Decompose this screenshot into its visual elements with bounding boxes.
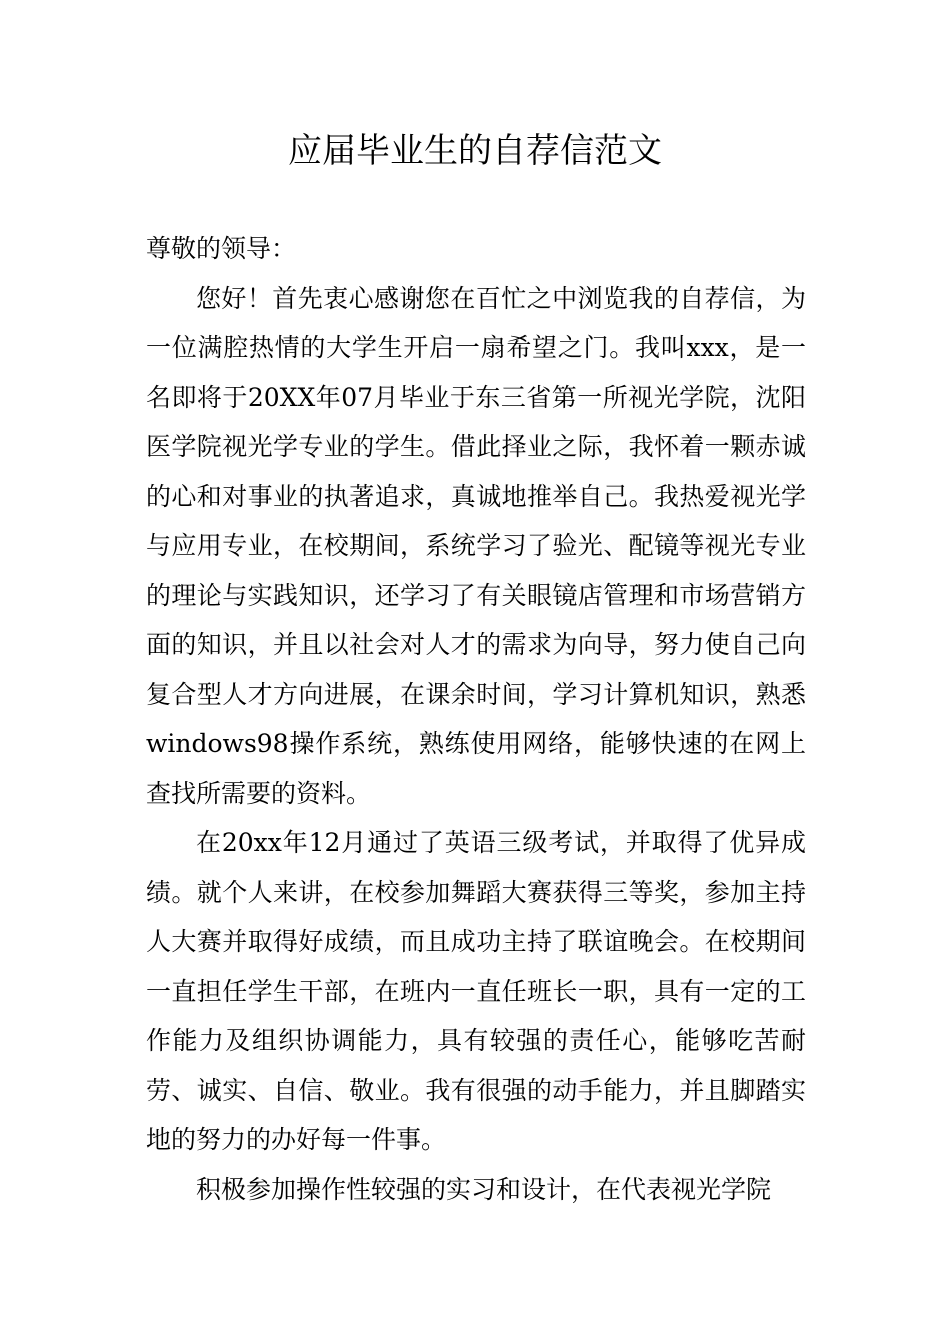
document-body xyxy=(146,224,806,1214)
salutation: 尊敬的领导： xyxy=(146,234,297,263)
paragraph-1: 您好！首先衷心感谢您在百忙之中浏览我的自荐信，为一位满腔热情的大学生开启一扇希望之门。我叫xxx，是一名即将于20XX年07月毕业于东三省第一所视光学院，沈阳医学院视光学专业的学生。借此择业之际，我怀着一颗赤诚的心和对事业的执著追求，真诚地推举自己。我热爱视光学与应用专业，在校期间，系统学习了验光、配镜等视光专业的理论与实践知识，还学习了有关眼镜店管理和市场营销方面的知识，并且以社会对人才的需求为向导，努力使自己向复合型人才方向进展，在课余时间，学习计算机知识，熟悉windows98操作系统，熟练使用网络，能够快速的在网上查找所需要的资料。 xyxy=(146,283,806,808)
paragraph-2: 在20xx年12月通过了英语三级考试，并取得了优异成绩。就个人来讲，在校参加舞蹈大赛获得三等奖，参加主持人大赛并取得好成绩，而且成功主持了联谊晚会。在校期间一直担任学生干部，在班内一直任班长一职，具有一定的工作能力及组织协调能力，具有较强的责任心，能够吃苦耐劳、诚实、自信、敬业。我有很强的动手能力，并且脚踏实地的努力的办好每一件事。 xyxy=(146,828,806,1154)
document-title: 应届毕业生的自荐信范文 xyxy=(288,131,662,171)
paragraph-3: 积极参加操作性较强的实习和设计，在代表视光学院 xyxy=(196,1174,772,1204)
